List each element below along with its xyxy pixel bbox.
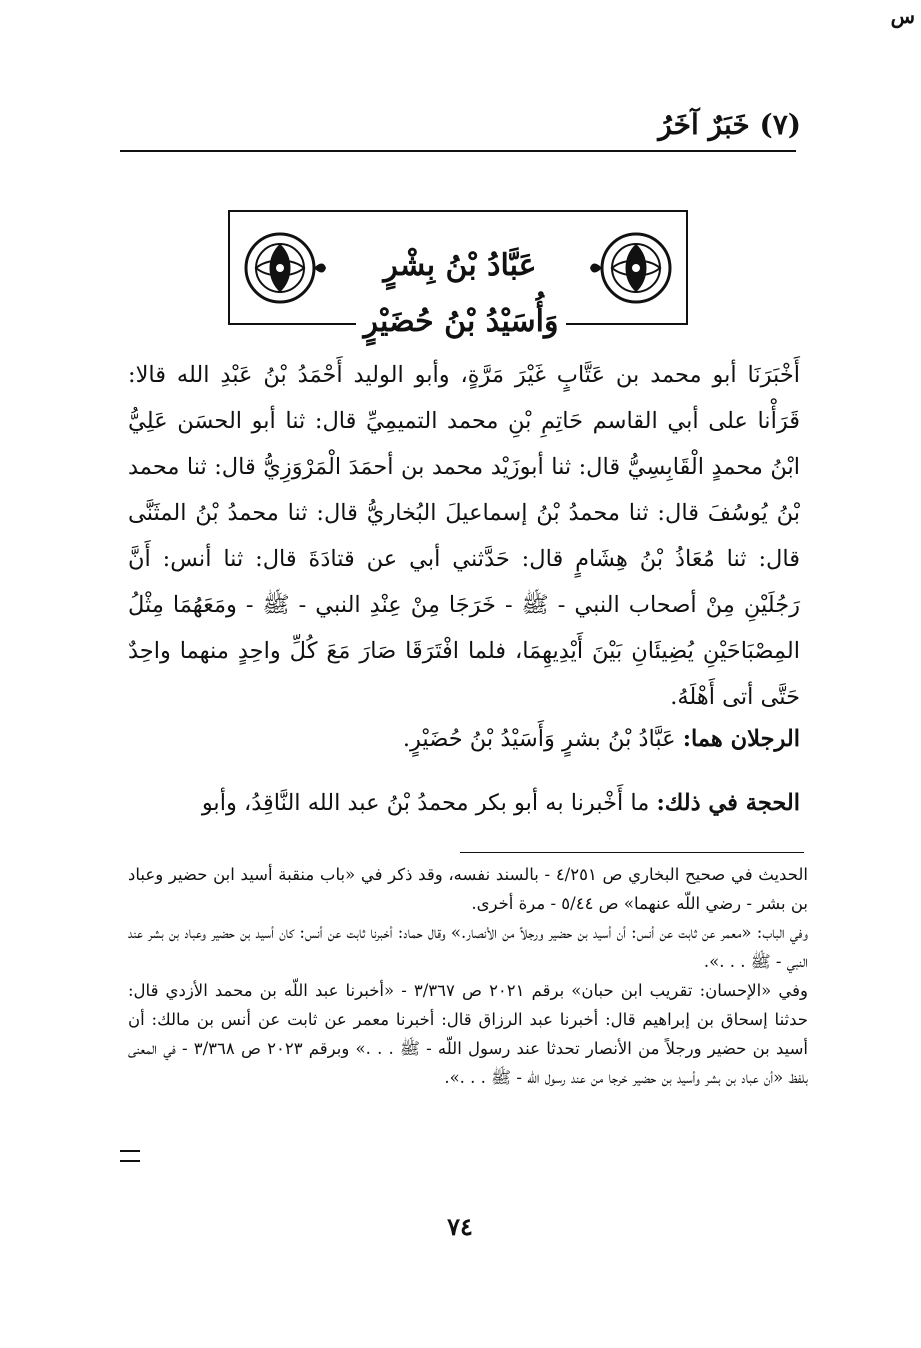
proof-paragraph [128, 780, 800, 826]
chapter-title-line-2: وَأُسَيْدُ بْنُ حُضَيْرٍ [356, 304, 566, 339]
proof-text: ما أَخْبرنا به أبو بكر محمدُ بْنُ عبد الله النَّاقِدُ، وأبو [201, 790, 650, 816]
isnad-paragraph: أَخْبَرَنَا أبو محمد بن عَتَّابٍ غَيْرَ مَرَّةٍ، وأبو الوليد أَحْمَدُ بْنُ عَبْدِ الله قالا: قَرَأْنا على أبي القاسم حَاتِمِ بْنِ محمد التميمِيِّ قال: ثنا أبو الحسَن عَلِيُّ ابْنُ محمدٍ الْقَابِسِيُّ قال: ثنا أبوزَيْد محمد بن أحمَدَ الْمَرْوَزِيُّ قال: ثنا محمد بْنُ يُوسُفَ قال: ثنا محمدُ بْنُ إسماعيلَ البُخاريُّ قال: ثنا محمدُ بْنُ المثَنَّى قال: ثنا مُعَاذُ بْنُ هِشَامٍ قال: حَدَّثني أبي عن قتادَةَ قال: ثنا أنس: أَنَّ رَجُلَيْنِ مِنْ أصحاب النبي - ﷺ - خَرَجَا مِنْ عِنْدِ النبي - ﷺ - ومَعَهُمَا مِثْلُ المِصْبَاحَيْنِ يُضِيئَانِ بَيْنَ أَيْدِيهِمَا، فلما افْتَرَقَا صَارَ مَعَ كُلِّ واحِدٍ منهما واحِدٌ حَتَّى أتى أَهْلَهُ. [128, 362, 800, 710]
proof-lead: الحجة في ذلك: [656, 790, 800, 816]
footnote-end-mark [120, 1150, 140, 1162]
running-header: (٧) خَبَرٌ آخَرُ [658, 108, 801, 141]
corner-mark: س [890, 4, 915, 28]
men-paragraph [128, 716, 800, 762]
footnote-paragraph: وفي «الإحسان: تقريب ابن حبان» برقم ٢٠٢١ ص ٣/٣٦٧ - «أخبرنا عبد اللّه بن محمد الأزدي قال: حدثنا إسحاق بن إبراهيم قال: أخبرنا عبد الرزاق قال: أخبرنا معمر عن ثابت عن أنس بن مالك: أن أسيد بن حضير ورجلاً من الأنصار تحدثا عند رسول اللّه - ﷺ . . .» وبرقم ٢٠٢٣ ص ٣/٣٦٨ - في المعنى بلفظ «أن عباد بن بشر وأسيد بن حضير خرجا من عند رسول اللّه - ﷺ . . .». [128, 981, 808, 1087]
men-lead: الرجلان هما: [682, 726, 800, 752]
header-rule [120, 150, 796, 152]
footnote-paragraph: الحديث في صحيح البخاري ص ٤/٢٥١ - بالسند نفسه، وقد ذكر في «باب منقبة أسيد ابن حضير وعباد بن بشر - رضي اللّه عنهما» ص ٥/٤٤ - مرة أخرى. [128, 865, 808, 913]
men-text: عَبَّادُ بْنُ بشرٍ وَأَسَيْدُ بْنُ حُضَيْرٍ. [402, 726, 676, 752]
footnote-paragraph: وفي الباب: «معمر عن ثابت عن أنس: أن أسيد بن حضير ورجلاً من الأنصار.» وقال حماد: أخبرنا ثابت عن أنس: كان أسيد بن حضير وعباد بن بشر عند النبي - ﷺ . . .». [128, 923, 808, 971]
chapter-title-line-1: عَبَّادُ بْنُ بِشْرٍ [383, 248, 537, 283]
footnotes [128, 860, 808, 1092]
footnote-rule [460, 852, 804, 853]
page-number: ٧٤ [447, 1212, 473, 1241]
hadith-body [128, 352, 800, 720]
